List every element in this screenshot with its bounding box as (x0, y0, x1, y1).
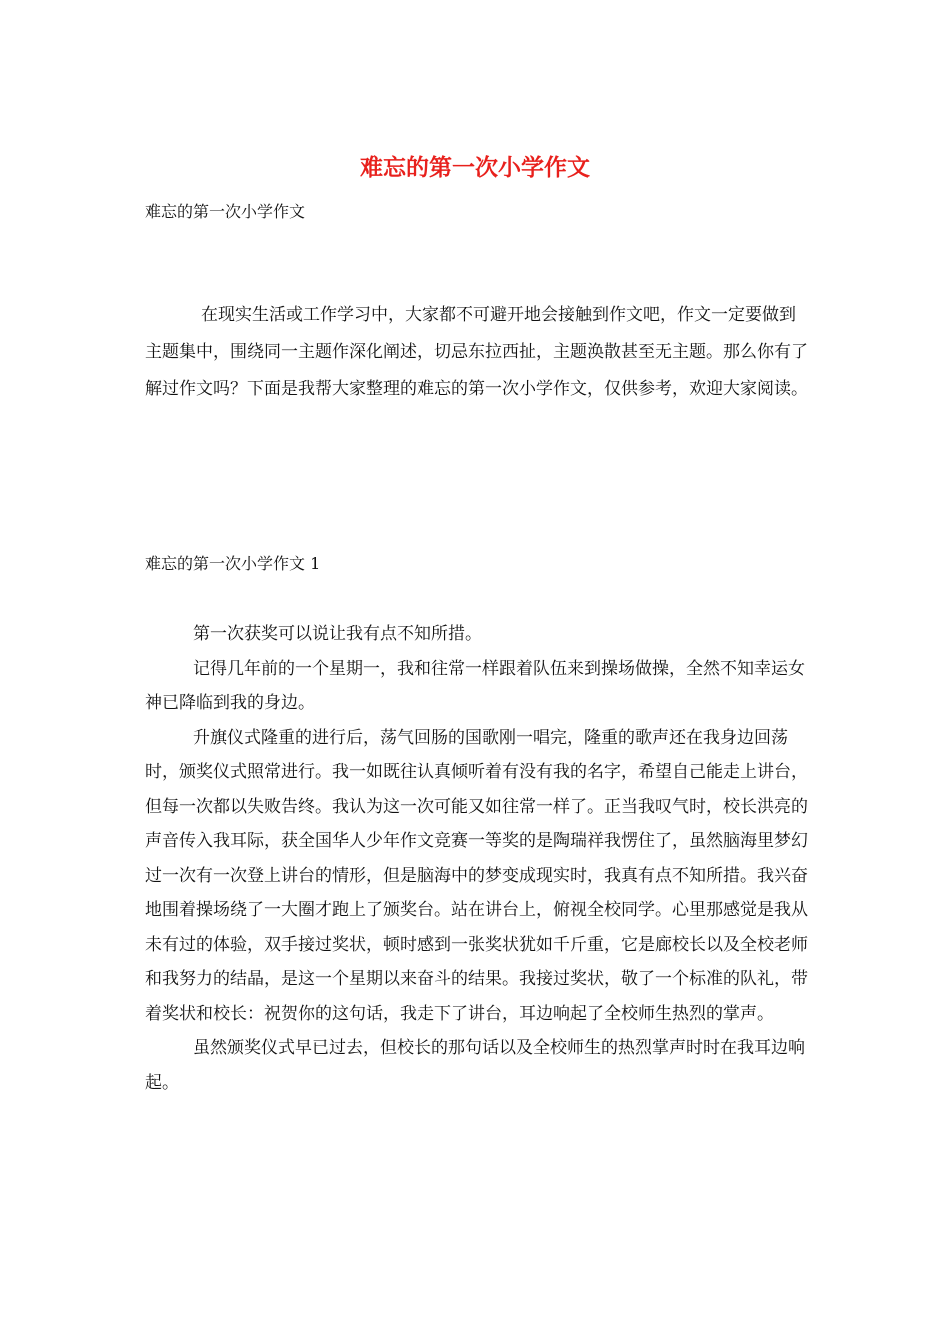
paragraph: 第一次获奖可以说让我有点不知所措。 (193, 624, 482, 644)
document-title: 难忘的第一次小学作文 (360, 154, 590, 181)
paragraph: 虽然颁奖仪式早已过去，但校长的那句话以及全校师生的热烈掌声时时在我耳边响起。 (145, 1038, 805, 1093)
document-subtitle: 难忘的第一次小学作文 (145, 202, 306, 221)
paragraph: 升旗仪式隆重的进行后，荡气回肠的国歌刚一唱完，隆重的歌声还在我身边回荡时，颁奖仪式照常进行。我一如既往认真倾听着有没有我的名字，希望自己能走上讲台，但每一次都以失败告终。我认为这一次可能又如往常一样了。正当我叹气时，校长洪亮的声音传入我耳际，获全国华人少年作文竞赛一等奖的是陶瑞祥我愣住了，虽然脑海里梦幻过一次有一次登上讲台的情形，但是脑海中的梦变成现实时，我真有点不知所措。我兴奋地围着操场绕了一大圈才跑上了颁奖台。站在讲台上，俯视全校同学。心里那感觉是我从未有过的体验，双手接过奖状，顿时感到一张奖状犹如千斤重，它是廊校长以及全校老师和我努力的结晶，是这一个星期以来奋斗的结果。我接过奖状，敬了一个标准的队礼，带着奖状和校长：祝贺你的这句话，我走下了讲台，耳边响起了全校师生热烈的掌声。 (145, 727, 808, 1024)
essay-body (145, 617, 810, 1100)
intro-paragraph: 在现实生活或工作学习中，大家都不可避开地会接触到作文吧，作文一定要做到主题集中，围绕同一主题作深化阐述，切忌东拉西扯，主题涣散甚至无主题。那么你有了解过作文吗？下面是我帮大家整理的难忘的第一次小学作文，仅供参考，欢迎大家阅读。 (145, 305, 808, 399)
paragraph: 记得几年前的一个星期一，我和往常一样跟着队伍来到操场做操，全然不知幸运女神已降临到我的身边。 (145, 658, 805, 713)
section-heading: 难忘的第一次小学作文 1 (145, 554, 321, 573)
